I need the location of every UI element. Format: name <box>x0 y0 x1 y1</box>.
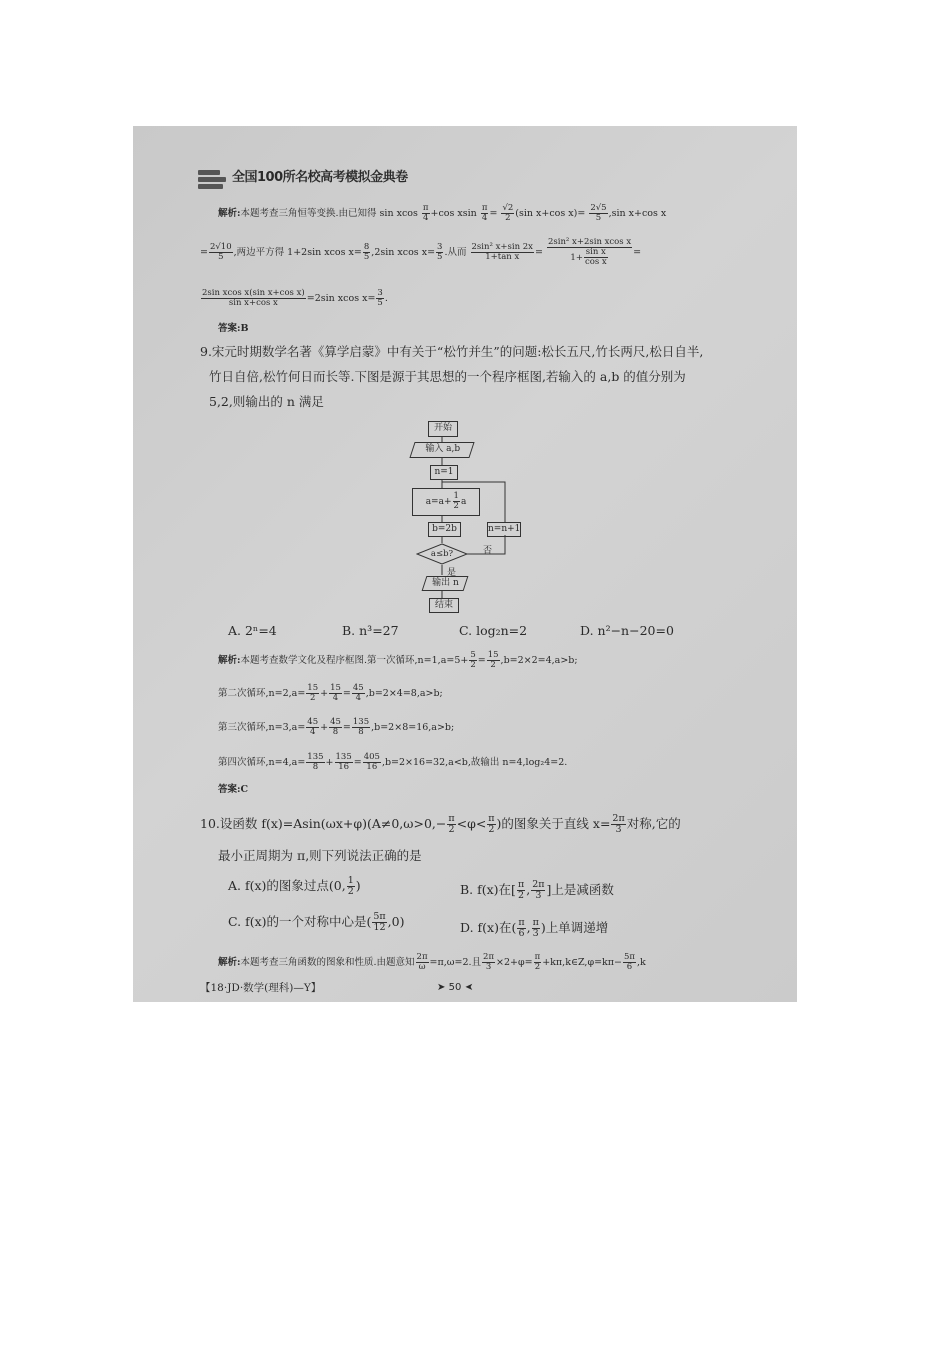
flowchart-update-b: b=2b <box>428 522 461 537</box>
q9-analysis-line3: 第三次循环,n=3,a= $\frac{45}{4}$ + $\frac{45}{8}$ = $\frac{135}{8}$ ,b=2×8=16,a>b; <box>218 717 455 737</box>
flowchart-output: 输出 n <box>422 576 469 591</box>
flowchart-condition-label: a≤b? <box>430 549 454 559</box>
flowchart-end: 结束 <box>429 598 459 613</box>
page-number: ➤ 50 ➤ <box>437 982 473 993</box>
flowchart-increment-n: n=n+1 <box>487 522 521 537</box>
flowchart-start: 开始 <box>428 421 458 437</box>
q9-answer: 答案:C <box>218 784 249 795</box>
q10-analysis-line1: 解析:本题考查三角函数的图象和性质.由题意知 $\frac{2\pi}{\omega}$ =π,ω=2.且 $\frac{2\pi}{3}$ ×2+φ= $\frac{\pi}{2}$ +kπ,k∈Z,φ=kπ− $\frac{5\pi}{6}$ ,k <box>218 952 646 972</box>
q9-analysis-line1: 解析:本题考查数学文化及程序框图.第一次循环,n=1,a=5+ $\frac{5}{2}$ = $\frac{15}{2}$ ,b=2×2=4,a>b; <box>218 650 578 670</box>
q10-text-line1: 10.设函数 f(x)=Asin(ωx+φ)(A≠0,ω>0,− $\frac{\pi}{2}$ <φ< $\frac{\pi}{2}$ )的图象关于直线 x= $\frac{2\pi}{3}$ 对称,它的 <box>200 813 681 835</box>
flowchart-no-label: 否 <box>483 546 493 556</box>
page-arrow-right-icon: ➤ <box>437 982 446 993</box>
q9-analysis-line4: 第四次循环,n=4,a= $\frac{135}{8}$ + $\frac{135}{16}$ = $\frac{405}{16}$ ,b=2×16=32,a<b,故输出 n=4,log₂4=2. <box>218 752 568 772</box>
q10-option-c: C. f(x)的一个对称中心是( $\frac{5\pi}{12}$ ,0) <box>228 911 405 933</box>
q9-option-d: D. n²−n−20=0 <box>580 623 674 638</box>
q10-text-line2: 最小正周期为 π,则下列说法正确的是 <box>218 848 422 863</box>
q9-analysis-line2: 第二次循环,n=2,a= $\frac{15}{2}$ + $\frac{15}{4}$ = $\frac{45}{4}$ ,b=2×4=8,a>b; <box>218 683 443 703</box>
q9-text-line1: 9.宋元时期数学名著《算学启蒙》中有关于“松竹并生”的问题:松长五尺,竹长两尺,松日自半, <box>200 344 704 359</box>
flowchart-update-a: a=a+ $\frac{1}{2}$ a <box>412 488 480 516</box>
flowchart-n-init: n=1 <box>430 465 458 480</box>
q9-option-c: C. log₂n=2 <box>459 623 528 638</box>
flowchart-input: 输入 a,b <box>409 442 474 458</box>
q8-analysis-line2: = $\frac{2√10}{5}$ ,两边平方得 1+2sin xcos x= $\frac{8}{5}$ ,2sin xcos x= $\frac{3}{5}$ .从而 $\frac{\text{2sin² x+sin 2x}}{\text{1+tan x}}$ = 2sin² x+2sin xcos x 1+ $\frac{\text{sin x}}{\text{cos x}}$ = <box>200 237 642 267</box>
footer-code: 【18·JD·数学(理科)—Y】 <box>200 982 322 994</box>
page-arrow-left-icon: ➤ <box>464 982 473 993</box>
q9-option-b: B. n³=27 <box>342 623 399 638</box>
header-title: 全国100所名校高考模拟金典卷 <box>232 170 408 185</box>
q9-option-a: A. 2ⁿ=4 <box>228 623 277 638</box>
q10-option-b: B. f(x)在[ $\frac{\pi}{2}$ , $\frac{2\pi}{3}$ ]上是减函数 <box>460 879 614 901</box>
q8-analysis-line1: 解析:本题考查三角恒等变换.由已知得 sin xcos $\frac{\pi}{4}$ +cos xsin $\frac{\pi}{4}$ = $\frac{√2}{2}$ (sin x+cos x)= $\frac{2√5}{5}$ ,sin x+cos x <box>218 203 667 223</box>
q10-option-a: A. f(x)的图象过点(0, $\frac{1}{2}$ ) <box>228 875 361 897</box>
books-logo-icon <box>198 170 226 190</box>
q8-analysis-line3: $\frac{\text{2sin xcos x(sin x+cos x)}}{\text{sin x+cos x}}$ =2sin xcos x= $\frac{3}{5}$ . <box>202 288 388 308</box>
q9-text-line3: 5,2,则输出的 n 满足 <box>209 394 324 409</box>
flowchart-yes-label: 是 <box>447 568 457 578</box>
q10-option-d: D. f(x)在( $\frac{\pi}{6}$ , $\frac{\pi}{3}$ )上单调递增 <box>460 917 609 939</box>
q9-text-line2: 竹日自倍,松竹何日而长等.下图是源于其思想的一个程序框图,若输入的 a,b 的值分别为 <box>209 369 686 384</box>
q8-answer: 答案:B <box>218 323 249 334</box>
